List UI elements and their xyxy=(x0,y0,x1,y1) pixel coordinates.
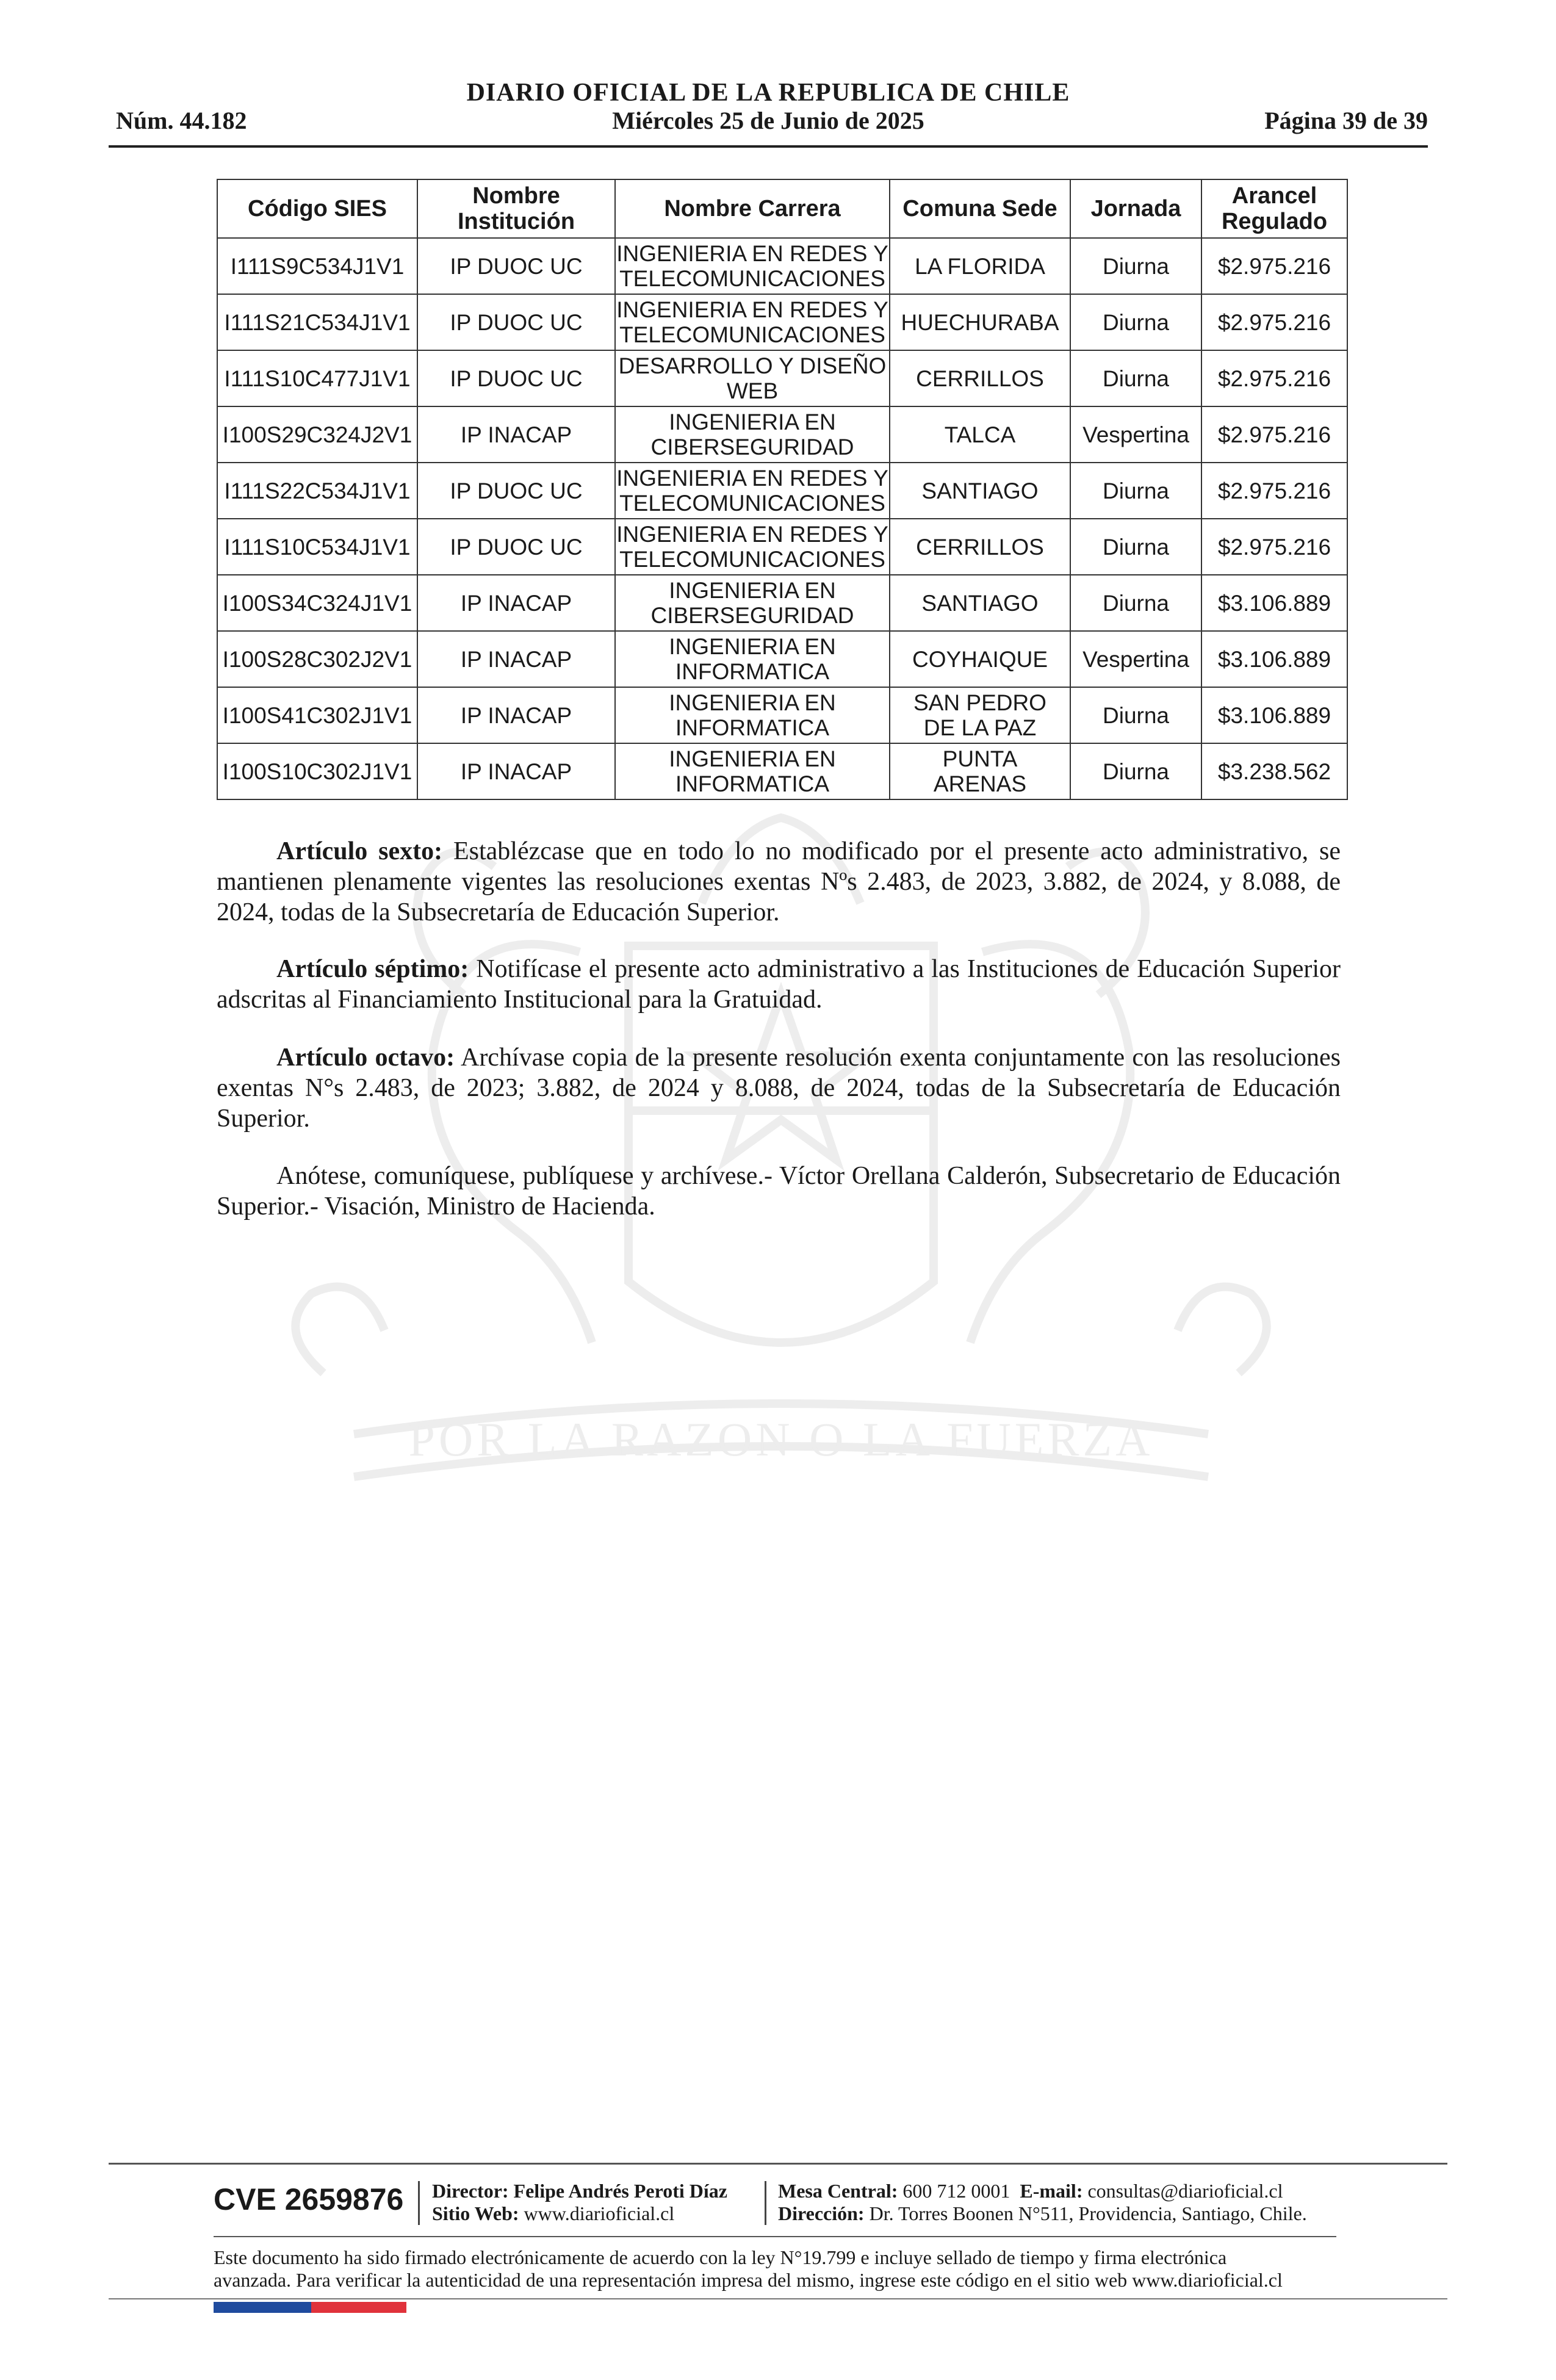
cell-institucion: IP DUOC UC xyxy=(417,350,615,406)
article-heading: Artículo séptimo: xyxy=(276,955,469,983)
col-header-arancel: Arancel Regulado xyxy=(1201,179,1347,238)
email-link[interactable]: consultas@diarioficial.cl xyxy=(1087,2180,1283,2202)
cell-arancel: $2.975.216 xyxy=(1201,463,1347,519)
cell-institucion: IP INACAP xyxy=(417,687,615,743)
mesa-phone: 600 712 0001 xyxy=(902,2180,1010,2202)
cell-arancel: $2.975.216 xyxy=(1201,238,1347,294)
cell-codigo: I111S9C534J1V1 xyxy=(217,238,417,294)
cell-jornada: Vespertina xyxy=(1070,631,1201,687)
cell-comuna: COYHAIQUE xyxy=(890,631,1070,687)
address-value: Dr. Torres Boonen N°511, Providencia, Santiago, Chile. xyxy=(869,2202,1307,2224)
table-row xyxy=(217,687,1347,743)
cell-codigo: I100S41C302J1V1 xyxy=(217,687,417,743)
cell-arancel: $2.975.216 xyxy=(1201,294,1347,350)
cell-jornada: Diurna xyxy=(1070,238,1201,294)
cell-comuna: SANTIAGO xyxy=(890,575,1070,631)
article-text: Establézcase que en todo lo no modificado por el presente acto administrativo, se mantienen plenamente vigentes las resoluciones exentas Nºs 2.483, de 2023, 3.882, de 2024, y 8.088, de 2024, todas de la Subsecretaría de Educación Superior. xyxy=(217,837,1341,926)
cell-jornada: Diurna xyxy=(1070,743,1201,799)
cell-arancel: $2.975.216 xyxy=(1201,519,1347,575)
footer-divider xyxy=(214,2236,1336,2237)
cell-codigo: I111S10C477J1V1 xyxy=(217,350,417,406)
cell-jornada: Diurna xyxy=(1070,687,1201,743)
table-row xyxy=(217,406,1347,463)
article-septimo xyxy=(217,954,1341,1015)
cell-comuna: PUNTA ARENAS xyxy=(890,743,1070,799)
cell-institucion: IP DUOC UC xyxy=(417,519,615,575)
cell-carrera: INGENIERIA EN CIBERSEGURIDAD xyxy=(615,406,890,463)
director-name: Felipe Andrés Peroti Díaz xyxy=(513,2180,727,2202)
issue-number: Núm. 44.182 xyxy=(116,107,247,134)
col-header-jornada: Jornada xyxy=(1070,179,1201,238)
cell-codigo: I100S28C302J2V1 xyxy=(217,631,417,687)
footer-divider xyxy=(109,2298,1447,2299)
article-text: Notifícase el presente acto administrativo a las Instituciones de Educación Superior adscritas al Financiamiento Institucional para la Gratuidad. xyxy=(217,955,1341,1014)
footer-contact-block xyxy=(778,2180,1307,2225)
table-header-row xyxy=(217,179,1347,238)
article-sexto xyxy=(217,836,1341,928)
cell-jornada: Diurna xyxy=(1070,575,1201,631)
web-link[interactable]: www.diarioficial.cl xyxy=(524,2202,675,2224)
cell-comuna: CERRILLOS xyxy=(890,350,1070,406)
cell-carrera: INGENIERIA EN REDES Y TELECOMUNICACIONES xyxy=(615,238,890,294)
cell-comuna: SAN PEDRO DE LA PAZ xyxy=(890,687,1070,743)
cell-jornada: Diurna xyxy=(1070,294,1201,350)
footer-separator xyxy=(418,2181,420,2225)
cell-codigo: I100S10C302J1V1 xyxy=(217,743,417,799)
issue-date: Miércoles 25 de Junio de 2025 xyxy=(612,107,924,134)
footer-divider xyxy=(109,2163,1447,2165)
article-heading: Artículo octavo: xyxy=(276,1044,455,1072)
cell-comuna: SANTIAGO xyxy=(890,463,1070,519)
cell-institucion: IP INACAP xyxy=(417,575,615,631)
cell-jornada: Diurna xyxy=(1070,350,1201,406)
cve-code: CVE 2659876 xyxy=(214,2182,404,2216)
col-header-institucion: Nombre Institución xyxy=(417,179,615,238)
cell-codigo: I111S10C534J1V1 xyxy=(217,519,417,575)
article-text: Archívase copia de la presente resolución exenta conjuntamente con las resoluciones exentas N°s 2.483, de 2023; 3.882, de 2024 y 8.088, de 2024, todas de la Subsecretaría de Educación Superior. xyxy=(217,1044,1341,1133)
flag-stripe-red xyxy=(311,2302,406,2313)
cell-comuna: CERRILLOS xyxy=(890,519,1070,575)
footer-director-block xyxy=(432,2180,727,2225)
cell-institucion: IP INACAP xyxy=(417,631,615,687)
table-row xyxy=(217,238,1347,294)
cell-jornada: Diurna xyxy=(1070,463,1201,519)
cell-codigo: I100S29C324J2V1 xyxy=(217,406,417,463)
cell-carrera: INGENIERIA EN CIBERSEGURIDAD xyxy=(615,575,890,631)
cell-arancel: $3.238.562 xyxy=(1201,743,1347,799)
cell-arancel: $3.106.889 xyxy=(1201,631,1347,687)
cell-codigo: I111S22C534J1V1 xyxy=(217,463,417,519)
col-header-carrera: Nombre Carrera xyxy=(615,179,890,238)
tuition-table xyxy=(217,179,1348,800)
page-number: Página 39 de 39 xyxy=(1264,107,1428,134)
page-header xyxy=(109,72,1428,148)
table-row xyxy=(217,463,1347,519)
cell-carrera: INGENIERIA EN REDES Y TELECOMUNICACIONES xyxy=(615,294,890,350)
table-row xyxy=(217,294,1347,350)
cell-institucion: IP INACAP xyxy=(417,743,615,799)
footer-separator xyxy=(765,2181,766,2225)
web-label: Sitio Web: xyxy=(432,2202,519,2224)
col-header-comuna: Comuna Sede xyxy=(890,179,1070,238)
cell-comuna: TALCA xyxy=(890,406,1070,463)
cell-carrera: INGENIERIA EN REDES Y TELECOMUNICACIONES xyxy=(615,519,890,575)
cell-arancel: $3.106.889 xyxy=(1201,575,1347,631)
cell-institucion: IP DUOC UC xyxy=(417,238,615,294)
cell-carrera: INGENIERIA EN INFORMATICA xyxy=(615,631,890,687)
cell-codigo: I100S34C324J1V1 xyxy=(217,575,417,631)
table-row xyxy=(217,575,1347,631)
table-row xyxy=(217,350,1347,406)
cell-carrera: DESARROLLO Y DISEÑO WEB xyxy=(615,350,890,406)
cell-institucion: IP DUOC UC xyxy=(417,294,615,350)
address-label: Dirección: xyxy=(778,2202,865,2224)
article-heading: Artículo sexto: xyxy=(276,837,443,865)
cell-jornada: Vespertina xyxy=(1070,406,1201,463)
article-octavo xyxy=(217,1042,1341,1134)
legal-notice: Este documento ha sido firmado electrónicamente de acuerdo con la ley N°19.799 e incluye sellado de tiempo y firma electrónica avanzada. Para verificar la autenticidad de una representación impresa del mismo, ingrese este código en el sitio web www.diarioficial.cl xyxy=(214,2246,1283,2291)
director-label: Director: xyxy=(432,2180,509,2202)
cell-institucion: IP DUOC UC xyxy=(417,463,615,519)
cell-jornada: Diurna xyxy=(1070,519,1201,575)
table-row xyxy=(217,519,1347,575)
cell-arancel: $2.975.216 xyxy=(1201,350,1347,406)
col-header-codigo: Código SIES xyxy=(217,179,417,238)
cell-codigo: I111S21C534J1V1 xyxy=(217,294,417,350)
cell-carrera: INGENIERIA EN INFORMATICA xyxy=(615,687,890,743)
watermark-motto: POR LA RAZON O LA FUERZA xyxy=(408,1413,1154,1466)
flag-stripe-blue xyxy=(214,2302,311,2313)
cell-carrera: INGENIERIA EN REDES Y TELECOMUNICACIONES xyxy=(615,463,890,519)
closing-paragraph: Anótese, comuníquese, publíquese y archívese.- Víctor Orellana Calderón, Subsecretario de Educación Superior.- Visación, Ministro de Hacienda. xyxy=(217,1162,1341,1221)
newspaper-title: DIARIO OFICIAL DE LA REPUBLICA DE CHILE xyxy=(466,79,1070,107)
cell-arancel: $2.975.216 xyxy=(1201,406,1347,463)
cell-comuna: HUECHURABA xyxy=(890,294,1070,350)
mesa-label: Mesa Central: xyxy=(778,2180,898,2202)
table-row xyxy=(217,743,1347,799)
cell-arancel: $3.106.889 xyxy=(1201,687,1347,743)
cell-institucion: IP INACAP xyxy=(417,406,615,463)
cell-carrera: INGENIERIA EN INFORMATICA xyxy=(615,743,890,799)
email-label: E-mail: xyxy=(1020,2180,1083,2202)
table-row xyxy=(217,631,1347,687)
cell-comuna: LA FLORIDA xyxy=(890,238,1070,294)
